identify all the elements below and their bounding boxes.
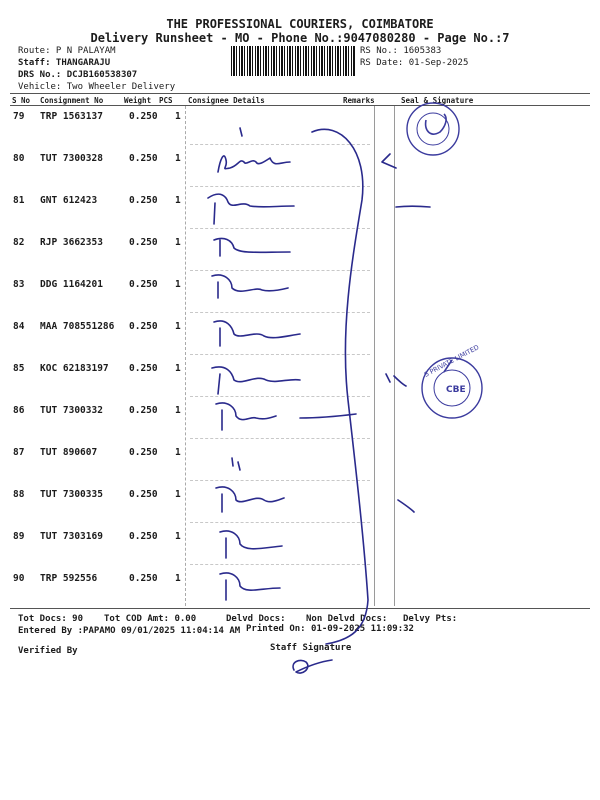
col-remarks: Remarks xyxy=(343,96,375,105)
row-sno: 79 xyxy=(13,111,25,122)
total-cod-amount: Tot COD Amt: 0.00 xyxy=(104,614,197,624)
row-pcs: 1 xyxy=(175,279,181,290)
company-seal-stamp xyxy=(407,103,459,155)
row-consignment: TUT 7300335 xyxy=(40,489,103,500)
staff-label: Staff: THANGARAJU xyxy=(18,58,111,68)
stamp-center-text: CBE xyxy=(446,385,466,395)
row-consignment: KOC 62183197 xyxy=(40,363,109,374)
staff-signature-stroke xyxy=(293,660,332,673)
signature-stroke xyxy=(218,156,290,172)
document-subtitle: Delivery Runsheet - MO - Phone No.:9047080280 - Page No.:7 xyxy=(90,31,510,45)
remark-stroke xyxy=(382,154,396,168)
row-weight: 0.250 xyxy=(129,153,158,164)
row-weight: 0.250 xyxy=(129,489,158,500)
row-pcs: 1 xyxy=(175,489,181,500)
verified-by-label: Verified By xyxy=(18,646,78,656)
row-sno: 90 xyxy=(13,573,25,584)
row-pcs: 1 xyxy=(175,363,181,374)
entered-by: Entered By :PAPAMO 09/01/2025 11:04:14 AM xyxy=(18,626,241,636)
row-consignment: TUT 890607 xyxy=(40,447,98,458)
row-weight: 0.250 xyxy=(129,279,158,290)
signature-stroke xyxy=(220,573,280,600)
row-weight: 0.250 xyxy=(129,237,158,248)
row-weight: 0.250 xyxy=(129,531,158,542)
signature-stroke xyxy=(216,403,276,430)
row-sno: 85 xyxy=(13,363,25,374)
remark-stroke xyxy=(398,500,414,512)
row-sno: 80 xyxy=(13,153,25,164)
stamp-ring-text: S PRIVATE LIMITED xyxy=(422,343,481,379)
remark-stroke xyxy=(300,414,356,418)
row-pcs: 1 xyxy=(175,195,181,206)
signature-stroke xyxy=(212,275,288,298)
row-sno: 81 xyxy=(13,195,25,206)
row-pcs: 1 xyxy=(175,321,181,332)
delivery-points: Delvy Pts: xyxy=(403,614,458,624)
signature-stroke xyxy=(220,531,282,558)
row-pcs: 1 xyxy=(175,111,181,122)
row-pcs: 1 xyxy=(175,237,181,248)
signature-stroke xyxy=(216,487,284,512)
vehicle-label: Vehicle: Two Wheeler Delivery xyxy=(18,82,176,92)
row-sno: 87 xyxy=(13,447,25,458)
non-delivered-docs: Non Delvd Docs: xyxy=(306,614,388,624)
row-sno: 89 xyxy=(13,531,25,542)
col-seal-signature: Seal & Signature xyxy=(401,96,474,105)
row-consignment: GNT 612423 xyxy=(40,195,98,206)
row-weight: 0.250 xyxy=(129,573,158,584)
row-pcs: 1 xyxy=(175,447,181,458)
row-consignment: TUT 7300332 xyxy=(40,405,103,416)
row-consignment: TRP 592556 xyxy=(40,573,98,584)
rs-date: RS Date: 01-Sep-2025 xyxy=(360,58,469,68)
route-label: Route: P N PALAYAM xyxy=(18,46,116,56)
printed-on: Printed On: 01-09-2025 11:09:32 xyxy=(246,624,414,634)
row-pcs: 1 xyxy=(175,405,181,416)
delivered-docs: Delvd Docs: xyxy=(226,614,286,624)
col-consignment: Consignment No xyxy=(40,96,104,105)
row-weight: 0.250 xyxy=(129,111,158,122)
signature-stroke xyxy=(214,238,290,256)
row-weight: 0.250 xyxy=(129,195,158,206)
remark-stroke xyxy=(386,374,406,386)
bracket-stroke xyxy=(312,129,368,644)
document-title: THE PROFESSIONAL COURIERS, COIMBATORE xyxy=(166,17,434,31)
row-weight: 0.250 xyxy=(129,447,158,458)
row-consignment: TUT 7300328 xyxy=(40,153,103,164)
col-weight: Weight xyxy=(124,96,152,105)
signature-stroke xyxy=(232,458,240,470)
col-consignee: Consignee Details xyxy=(188,96,265,105)
row-consignment: TRP 1563137 xyxy=(40,111,103,122)
row-consignment: RJP 3662353 xyxy=(40,237,103,248)
row-pcs: 1 xyxy=(175,531,181,542)
row-sno: 82 xyxy=(13,237,25,248)
signature-stroke xyxy=(240,128,242,136)
signature-stroke xyxy=(212,367,300,394)
staff-signature-label: Staff Signature xyxy=(270,643,352,653)
row-weight: 0.250 xyxy=(129,363,158,374)
row-consignment: TUT 7303169 xyxy=(40,531,103,542)
row-weight: 0.250 xyxy=(129,405,158,416)
row-sno: 86 xyxy=(13,405,25,416)
col-sno: S No xyxy=(12,96,31,105)
row-sno: 84 xyxy=(13,321,25,332)
row-weight: 0.250 xyxy=(129,321,158,332)
total-docs: Tot Docs: 90 xyxy=(18,614,84,624)
signature-stroke xyxy=(208,194,294,224)
row-sno: 88 xyxy=(13,489,25,500)
col-pcs: PCS xyxy=(159,96,173,105)
row-consignment: DDG 1164201 xyxy=(40,279,103,290)
row-sno: 83 xyxy=(13,279,25,290)
row-pcs: 1 xyxy=(175,153,181,164)
row-pcs: 1 xyxy=(175,573,181,584)
signature-stroke xyxy=(214,321,300,346)
row-consignment: MAA 708551286 xyxy=(40,321,115,332)
rs-number: RS No.: 1605383 xyxy=(360,46,442,56)
remark-stroke xyxy=(396,206,430,207)
drs-number: DRS No.: DCJB160538307 xyxy=(18,70,138,80)
